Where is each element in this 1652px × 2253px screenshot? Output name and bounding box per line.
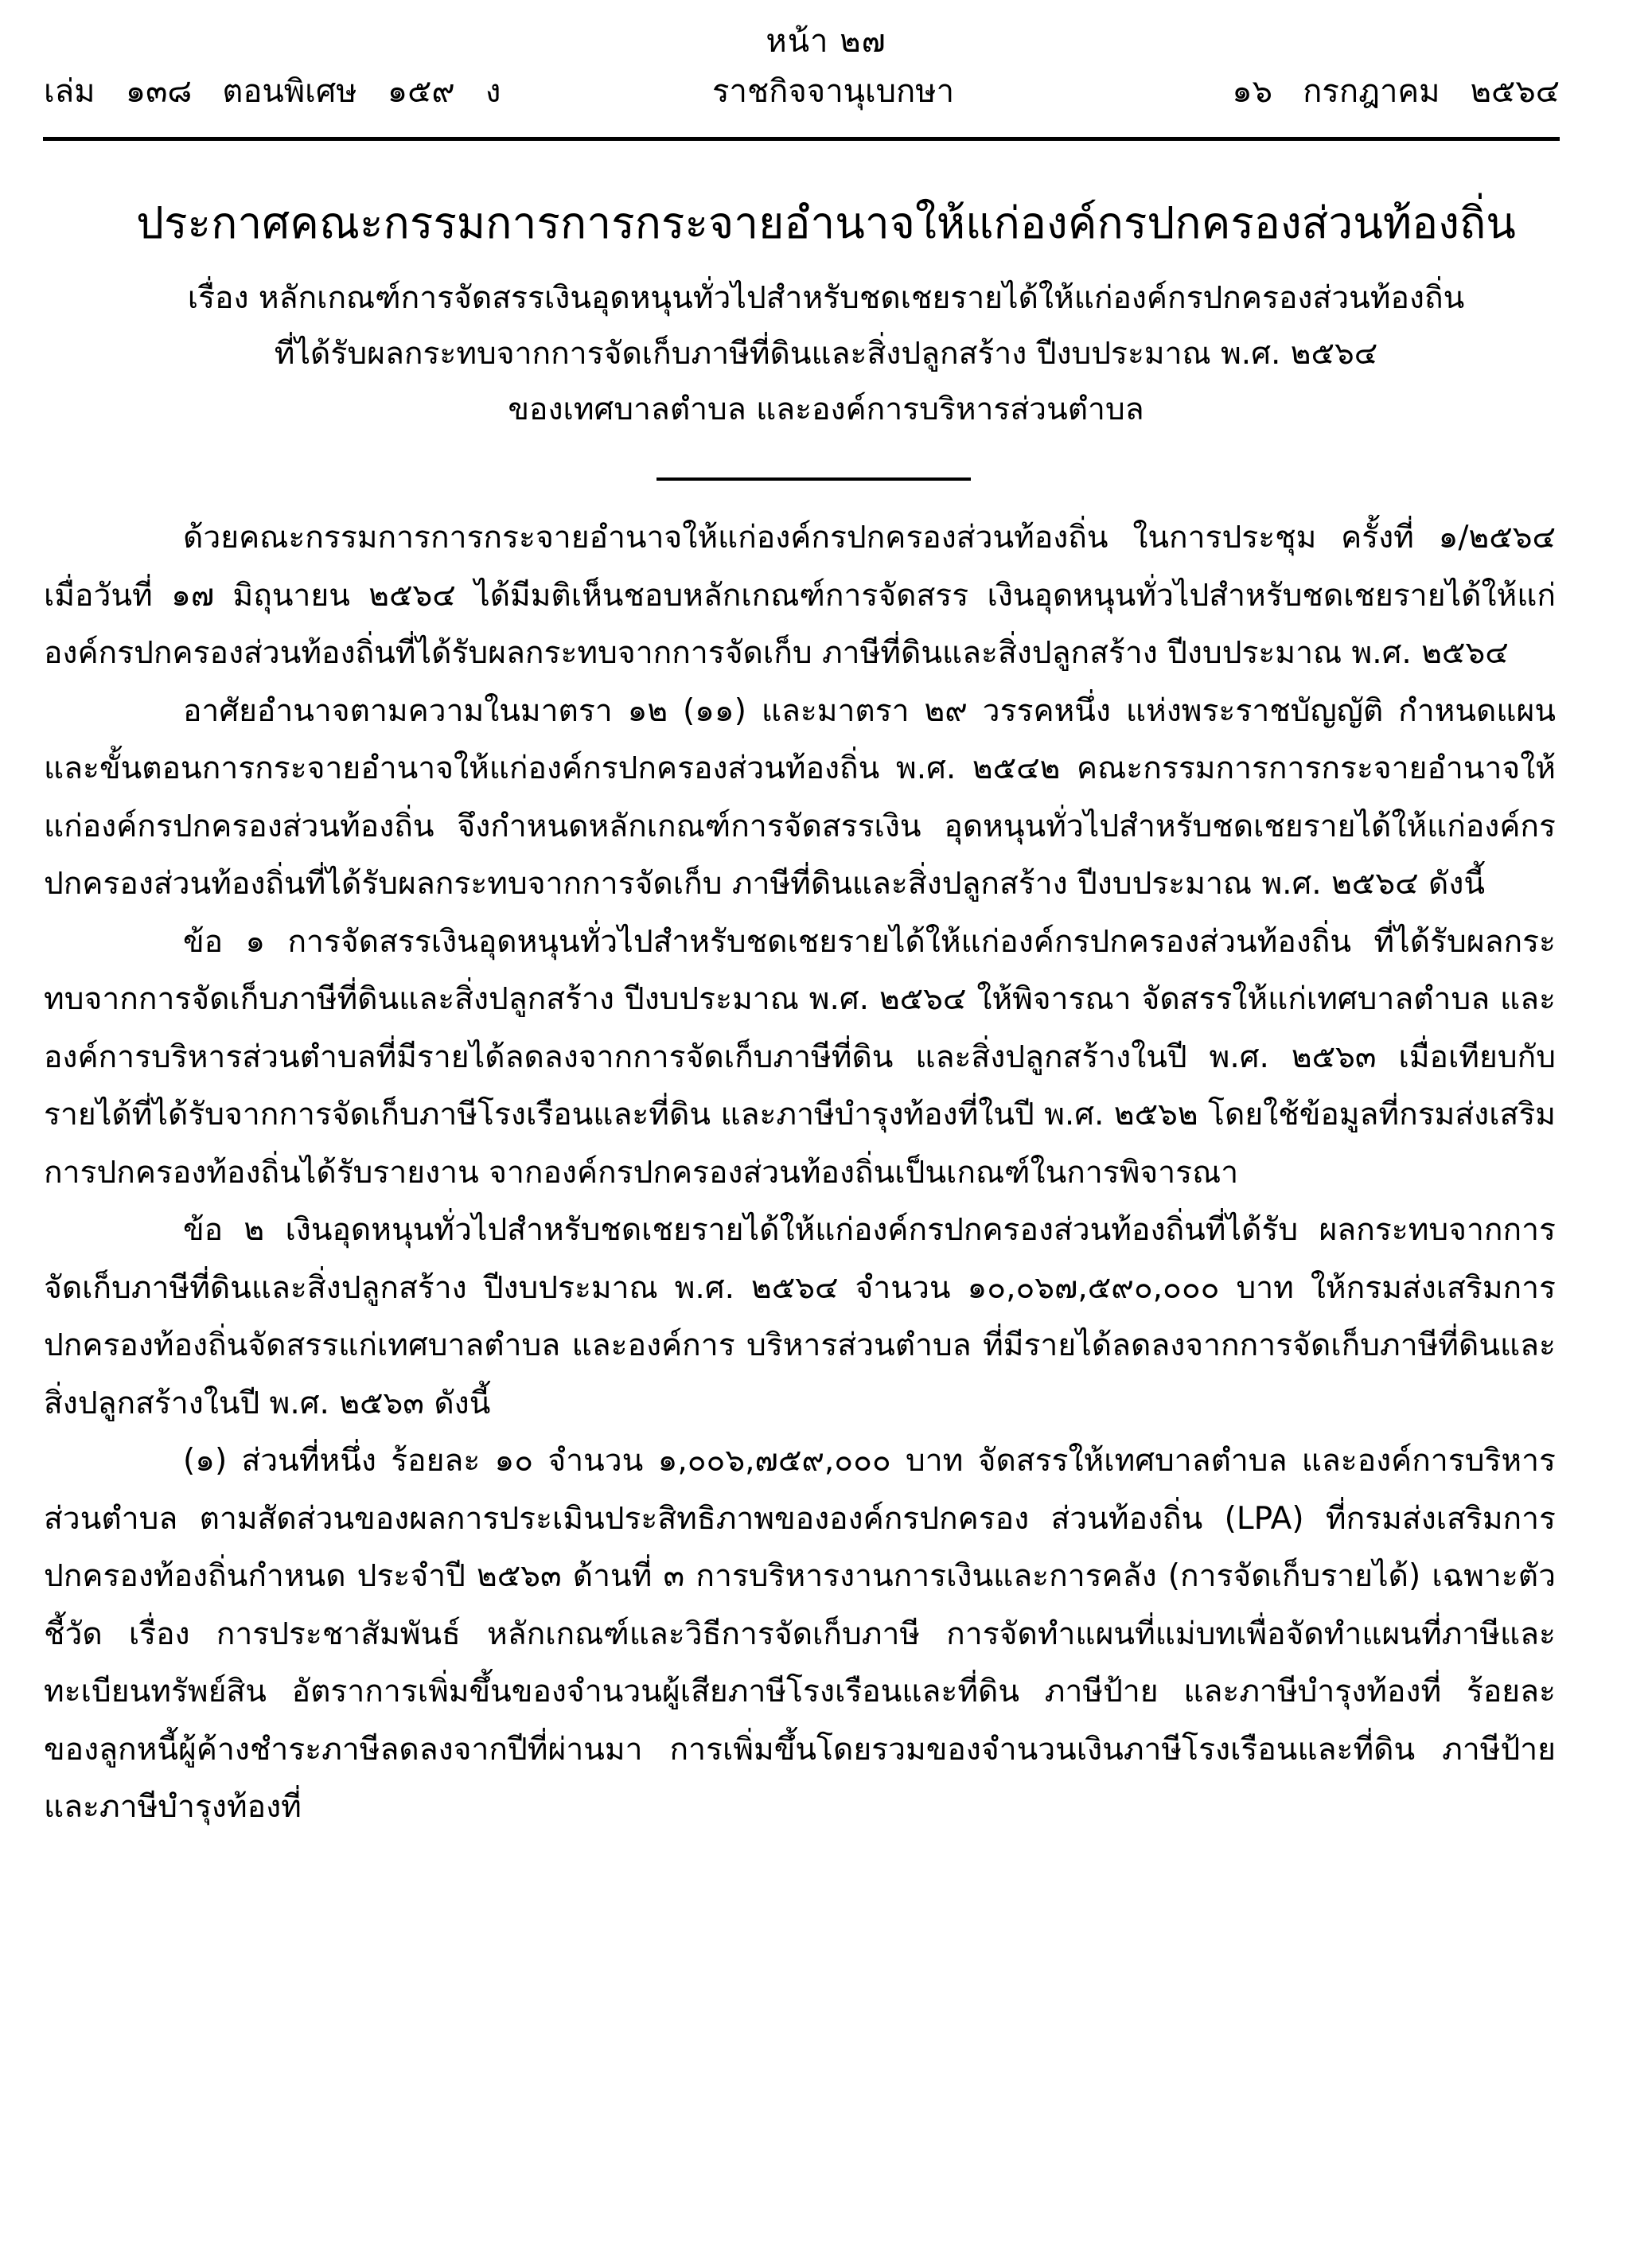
title-divider: [657, 477, 971, 481]
volume-issue-label: เล่ม ๑๓๘ ตอนพิเศษ ๑๕๙ ง: [44, 73, 501, 110]
page-number: หน้า ๒๗: [766, 23, 886, 60]
paragraph-clause-2-item-1: (๑) ส่วนที่หนึ่ง ร้อยละ ๑๐ จำนวน ๑,๐๐๖,๗๕๙,๐๐๐ บาท จัดสรรให้เทศบาลตำบล และองค์การบริหารส่วนตำบล ตามสัดส่วนของผลการประเมินประสิทธิภาพขององค์กรปกครอง ส่วนท้องถิ่น (LPA) ที่กรมส่งเสริมการปกครองท้องถิ่นกำหนด ประจำปี ๒๕๖๓ ด้านที่ ๓ การบริหารงานการเงินและการคลัง (การจัดเก็บรายได้) เฉพาะตัวชี้วัด เรื่อง การประชาสัมพันธ์ หลักเกณฑ์และวิธีการจัดเก็บภาษี การจัดทำแผนที่แม่บทเพื่อจัดทำแผนที่ภาษีและทะเบียนทรัพย์สิน อัตราการเพิ่มขึ้นของจำนวนผู้เสียภาษีโรงเรือนและที่ดิน ภาษีป้าย และภาษีบำรุงท้องที่ ร้อยละ ของลูกหนี้ผู้ค้างชำระภาษีลดลงจากปีที่ผ่านมา การเพิ่มขึ้นโดยรวมของจำนวนเงินภาษีโรงเรือนและที่ดิน ภาษีป้าย และภาษีบำรุงท้องที่: [44, 1443, 1556, 1825]
publication-date: ๑๖ กรกฎาคม ๒๕๖๔: [1232, 73, 1560, 110]
paragraph-authority: อาศัยอำนาจตามความในมาตรา ๑๒ (๑๑) และมาตรา ๒๙ วรรคหนึ่ง แห่งพระราชบัญญัติ กำหนดแผนและขั้นตอนการกระจายอำนาจให้แก่องค์กรปกครองส่วนท้องถิ่น พ.ศ. ๒๕๔๒ คณะกรรมการการกระจายอำนาจให้แก่องค์กรปกครองส่วนท้องถิ่น จึงกำหนดหลักเกณฑ์การจัดสรรเงิน อุดหนุนทั่วไปสำหรับชดเชยรายได้ให้แก่องค์กรปกครองส่วนท้องถิ่นที่ได้รับผลกระทบจากการจัดเก็บ ภาษีที่ดินและสิ่งปลูกสร้าง ปีงบประมาณ พ.ศ. ๒๕๖๔ ดังนี้: [44, 692, 1556, 902]
paragraph-preamble: ด้วยคณะกรรมการการกระจายอำนาจให้แก่องค์กรปกครองส่วนท้องถิ่น ในการประชุม ครั้งที่ ๑/๒๕๖๔ เมื่อวันที่ ๑๗ มิถุนายน ๒๕๖๔ ได้มีมติเห็นชอบหลักเกณฑ์การจัดสรร เงินอุดหนุนทั่วไปสำหรับชดเชยรายได้ให้แก่องค์กรปกครองส่วนท้องถิ่นที่ได้รับผลกระทบจากการจัดเก็บ ภาษีที่ดินและสิ่งปลูกสร้าง ปีงบประมาณ พ.ศ. ๒๕๖๔: [44, 520, 1556, 671]
document-body: [44, 509, 1556, 1837]
announcement-title: ประกาศคณะกรรมการการกระจายอำนาจให้แก่องค์กรปกครองส่วนท้องถิ่น: [136, 197, 1516, 248]
subject-line-1: เรื่อง หลักเกณฑ์การจัดสรรเงินอุดหนุนทั่วไปสำหรับชดเชยรายได้ให้แก่องค์กรปกครองส่วนท้องถิ่น: [187, 280, 1465, 316]
subject-line-3: ของเทศบาลตำบล และองค์การบริหารส่วนตำบล: [508, 392, 1144, 427]
paragraph-clause-1: ข้อ ๑ การจัดสรรเงินอุดหนุนทั่วไปสำหรับชดเชยรายได้ให้แก่องค์กรปกครองส่วนท้องถิ่น ที่ได้รับผลกระทบจากการจัดเก็บภาษีที่ดินและสิ่งปลูกสร้าง ปีงบประมาณ พ.ศ. ๒๕๖๔ ให้พิจารณา จัดสรรให้แก่เทศบาลตำบล และองค์การบริหารส่วนตำบลที่มีรายได้ลดลงจากการจัดเก็บภาษีที่ดิน และสิ่งปลูกสร้างในปี พ.ศ. ๒๕๖๓ เมื่อเทียบกับรายได้ที่ได้รับจากการจัดเก็บภาษีโรงเรือนและที่ดิน และภาษีบำรุงท้องที่ในปี พ.ศ. ๒๕๖๒ โดยใช้ข้อมูลที่กรมส่งเสริมการปกครองท้องถิ่นได้รับรายงาน จากองค์กรปกครองส่วนท้องถิ่นเป็นเกณฑ์ในการพิจารณา: [44, 923, 1556, 1191]
header-rule-divider: [43, 137, 1560, 141]
subject-line-2: ที่ได้รับผลกระทบจากการจัดเก็บภาษีที่ดินและสิ่งปลูกสร้าง ปีงบประมาณ พ.ศ. ๒๕๖๔: [274, 336, 1378, 372]
paragraph-clause-2: ข้อ ๒ เงินอุดหนุนทั่วไปสำหรับชดเชยรายได้ให้แก่องค์กรปกครองส่วนท้องถิ่นที่ได้รับ ผลกระทบจากการจัดเก็บภาษีที่ดินและสิ่งปลูกสร้าง ปีงบประมาณ พ.ศ. ๒๕๖๔ จำนวน ๑๐,๐๖๗,๕๙๐,๐๐๐ บาท ให้กรมส่งเสริมการปกครองท้องถิ่นจัดสรรแก่เทศบาลตำบล และองค์การ บริหารส่วนตำบล ที่มีรายได้ลดลงจากการจัดเก็บภาษีที่ดินและสิ่งปลูกสร้างในปี พ.ศ. ๒๕๖๓ ดังนี้: [44, 1212, 1556, 1421]
publication-name: ราชกิจจานุเบกษา: [712, 73, 955, 110]
gazette-header: [44, 64, 1560, 119]
